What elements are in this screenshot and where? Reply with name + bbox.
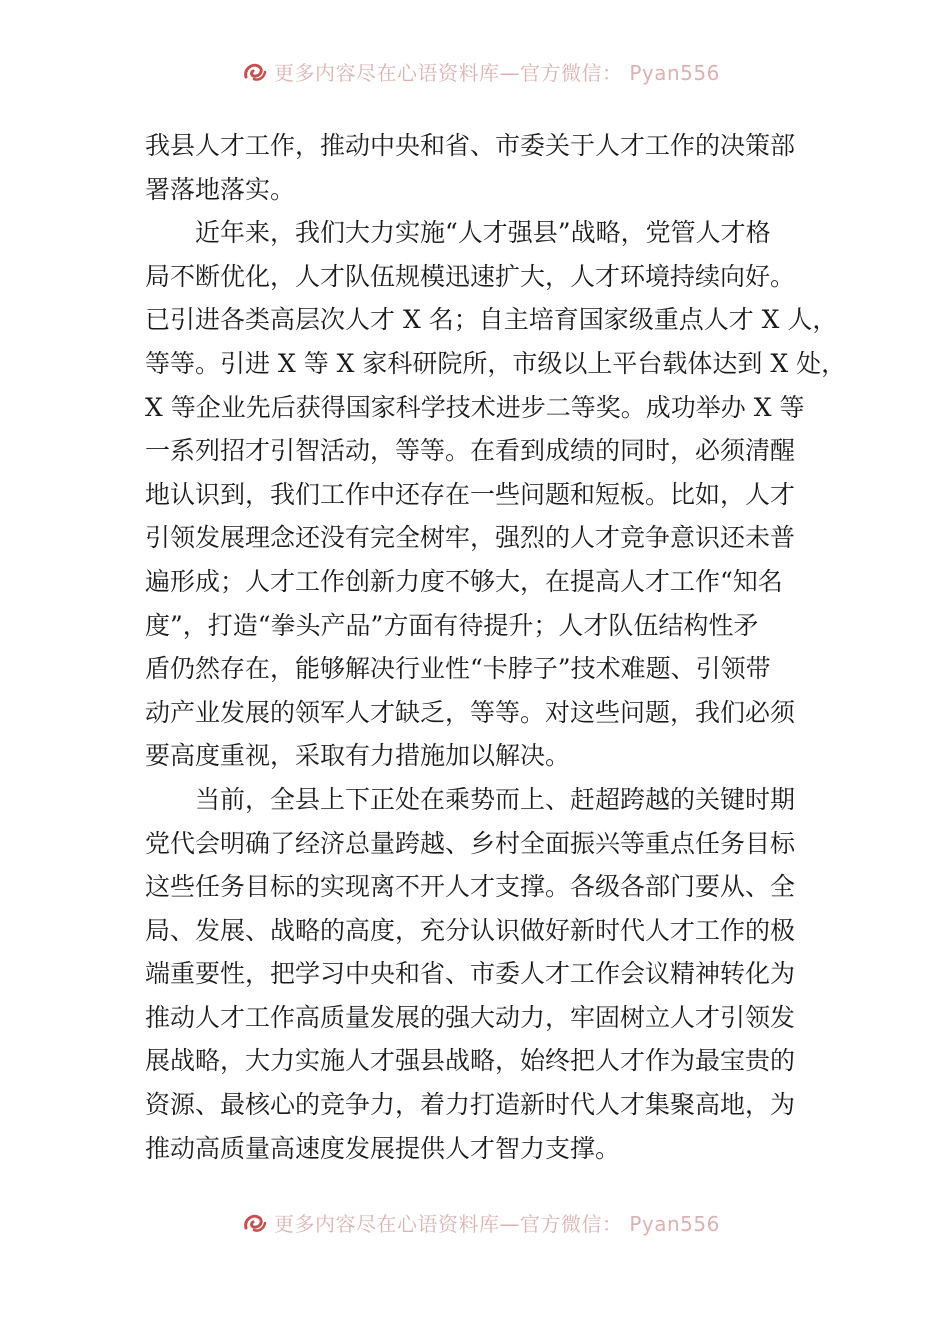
text-line: 已引进各类高层次人才 X 名；自主培育国家级重点人才 X 人，: [145, 305, 838, 335]
paragraph-start-line: 近年来，我们大力实施“人才强县”战略，党管人才格: [195, 218, 771, 248]
text-line: 度”，打造“拳头产品”方面有待提升；人才队伍结构性矛: [145, 610, 759, 640]
text-line: X 等企业先后获得国家科学技术进步二等奖。成功举办 X 等: [145, 392, 805, 422]
text-line: 地认识到，我们工作中还存在一些问题和短板。比如，人才: [145, 479, 796, 509]
text-line: 展战略，大力实施人才强县战略，始终把人才作为最宝贵的: [145, 1046, 796, 1076]
text-line: 署落地落实。: [145, 174, 296, 204]
text-line: 遍形成；人才工作创新力度不够大，在提高人才工作“知名: [145, 566, 783, 596]
text-line: 资源、最核心的竞争力，着力打造新时代人才集聚高地，为: [145, 1090, 796, 1120]
text-line: 一系列招才引智活动，等等。在看到成绩的同时，必须清醒: [145, 436, 796, 466]
header-banner: [240, 56, 720, 86]
text-line: 引领发展理念还没有完全树牢，强烈的人才竞争意识还未普: [145, 523, 796, 553]
swirl-logo-icon: [240, 1208, 268, 1236]
swirl-logo-icon: [240, 57, 268, 85]
text-line: 动产业发展的领军人才缺乏，等等。对这些问题，我们必须: [145, 697, 796, 727]
text-line: 要高度重视，采取有力措施加以解决。: [145, 741, 571, 771]
text-line: 推动高质量高速度发展提供人才智力支撑。: [145, 1133, 621, 1163]
text-line: 这些任务目标的实现离不开人才支撑。各级各部门要从、全: [145, 872, 796, 902]
paragraph-start-line: 当前，全县上下正处在乘势而上、赶超跨越的关键时期: [195, 784, 796, 814]
text-line: 局、发展、战略的高度，充分认识做好新时代人才工作的极: [145, 915, 796, 945]
text-line: 党代会明确了经济总量跨越、乡村全面振兴等重点任务目标: [145, 828, 796, 858]
text-line: 等等。引进 X 等 X 家科研院所，市级以上平台载体达到 X 处，: [145, 348, 847, 378]
text-line: 盾仍然存在，能够解决行业性“卡脖子”技术难题、引领带: [145, 654, 771, 684]
text-line: 推动人才工作高质量发展的强大动力，牢固树立人才引领发: [145, 1002, 796, 1032]
text-line: 我县人才工作，推动中央和省、市委关于人才工作的决策部: [145, 131, 796, 160]
footer-banner: [240, 1207, 720, 1237]
text-line: 局不断优化，人才队伍规模迅速扩大，人才环境持续向好。: [145, 261, 796, 291]
text-line: 端重要性，把学习中央和省、市委人才工作会议精神转化为: [145, 959, 796, 989]
footer-banner-text: 更多内容尽在心语资料库—官方微信： Pyan556: [274, 1211, 720, 1236]
document-body: [145, 124, 847, 1170]
header-banner-text: 更多内容尽在心语资料库—官方微信： Pyan556: [274, 60, 720, 85]
